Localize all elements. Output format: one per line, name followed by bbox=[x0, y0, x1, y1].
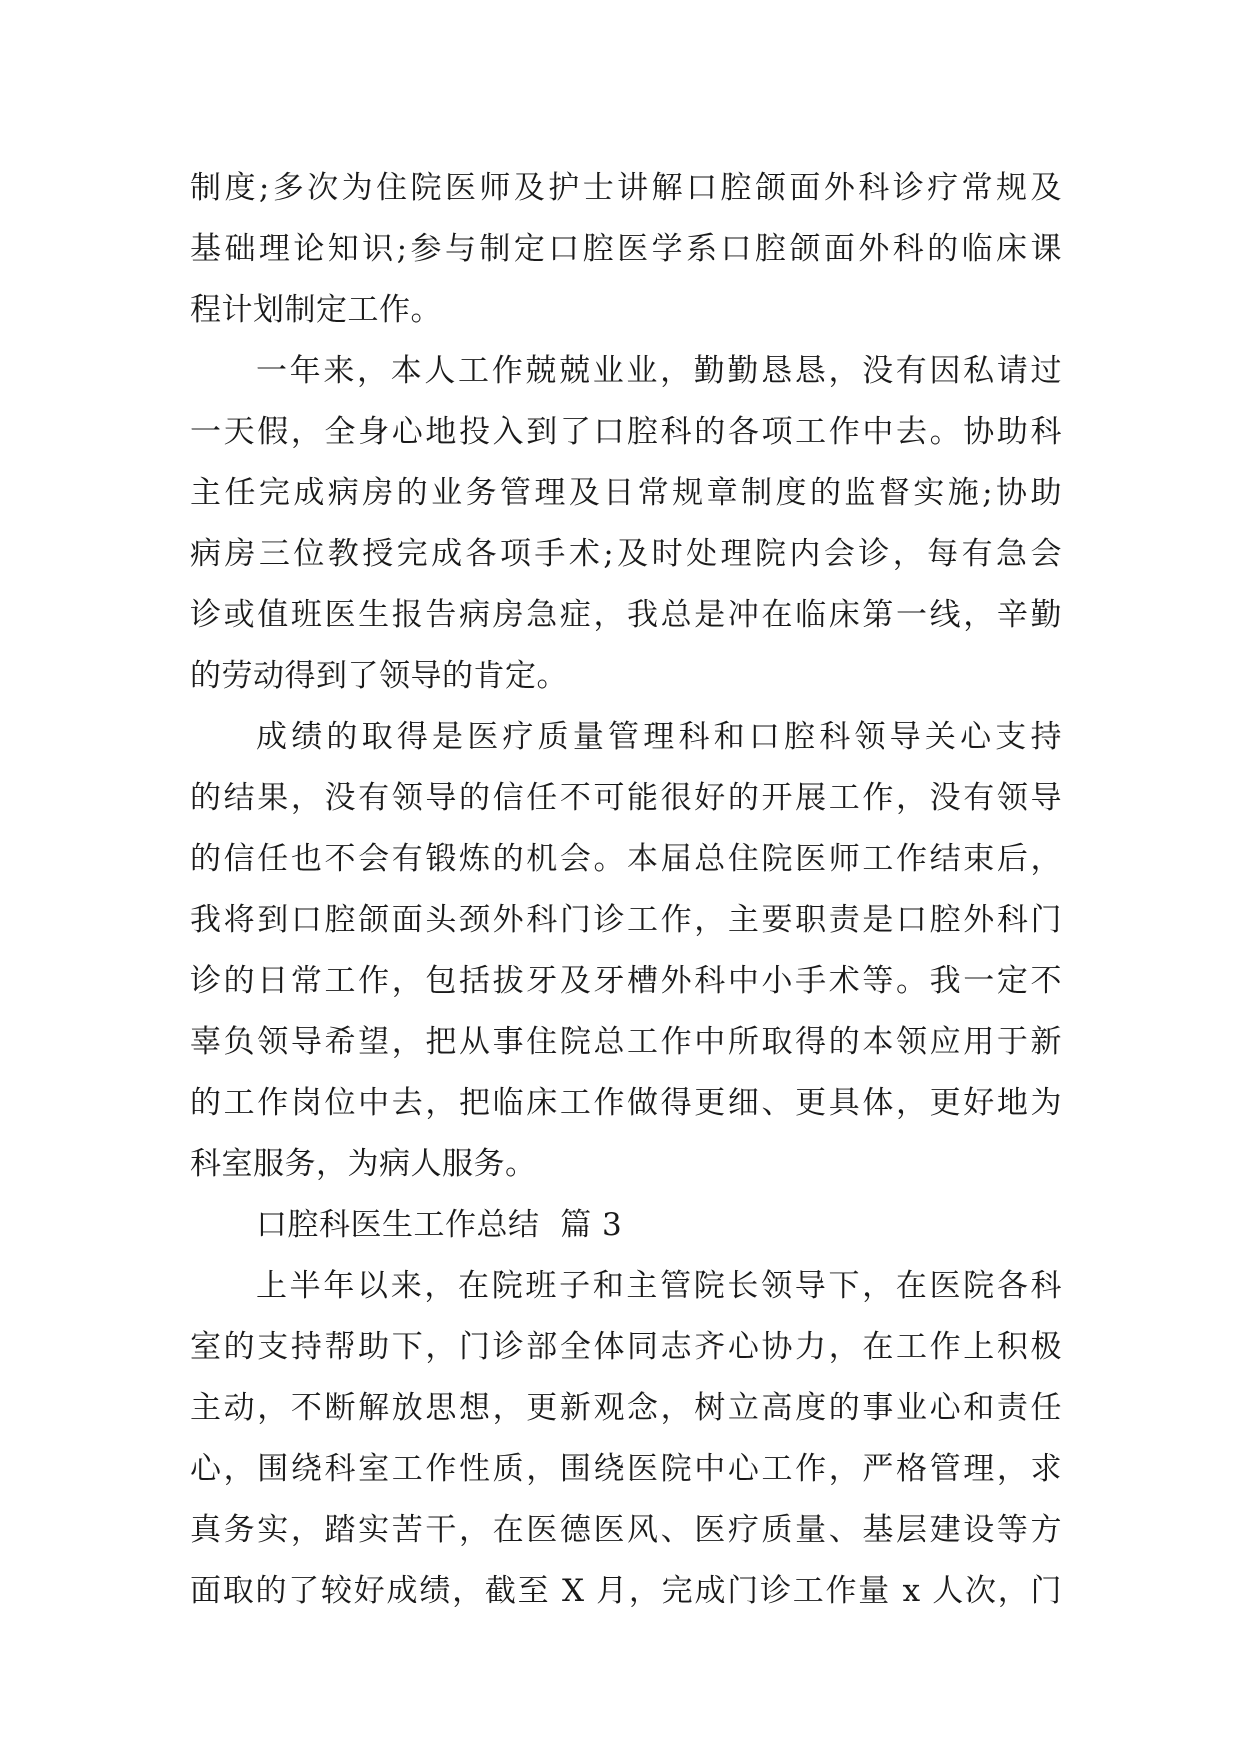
text-line: 面取的了较好成绩，截至 X 月，完成门诊工作量 x 人次，门 bbox=[190, 1573, 1062, 1609]
text-line: 的劳动得到了领导的肯定。 bbox=[190, 658, 568, 694]
text-line: 科室服务，为病人服务。 bbox=[190, 1146, 537, 1182]
paragraph bbox=[190, 158, 1062, 341]
text-line: 上半年以来，在院班子和主管院长领导下，在医院各科 bbox=[256, 1268, 1062, 1304]
text-line: 主任完成病房的业务管理及日常规章制度的监督实施;协助 bbox=[190, 475, 1062, 511]
text-line: 诊或值班医生报告病房急症，我总是冲在临床第一线，辛勤 bbox=[190, 597, 1062, 633]
text-line: 主动，不断解放思想，更新观念，树立高度的事业心和责任 bbox=[190, 1390, 1062, 1426]
text-line: 的结果，没有领导的信任不可能很好的开展工作，没有领导 bbox=[190, 780, 1062, 816]
text-line: 口腔科医生工作总结 篇 3 bbox=[256, 1207, 623, 1243]
paragraph bbox=[190, 1256, 1062, 1622]
paragraph bbox=[190, 341, 1062, 707]
text-line: 一年来，本人工作兢兢业业，勤勤恳恳，没有因私请过 bbox=[256, 353, 1062, 389]
text-line: 真务实，踏实苦干，在医德医风、医疗质量、基层建设等方 bbox=[190, 1512, 1062, 1548]
text-line: 诊的日常工作，包括拔牙及牙槽外科中小手术等。我一定不 bbox=[190, 963, 1062, 999]
document-body bbox=[190, 158, 1062, 1622]
text-line: 成绩的取得是医疗质量管理科和口腔科领导关心支持 bbox=[256, 719, 1062, 755]
paragraph bbox=[190, 707, 1062, 1195]
text-line: 室的支持帮助下，门诊部全体同志齐心协力，在工作上积极 bbox=[190, 1329, 1062, 1365]
text-line: 程计划制定工作。 bbox=[190, 292, 442, 328]
text-line: 的工作岗位中去，把临床工作做得更细、更具体，更好地为 bbox=[190, 1085, 1062, 1121]
text-line: 病房三位教授完成各项手术;及时处理院内会诊，每有急会 bbox=[190, 536, 1062, 572]
text-line: 制度;多次为住院医师及护士讲解口腔颌面外科诊疗常规及 bbox=[190, 170, 1062, 206]
text-line: 基础理论知识;参与制定口腔医学系口腔颌面外科的临床课 bbox=[190, 231, 1062, 267]
text-line: 的信任也不会有锻炼的机会。本届总住院医师工作结束后， bbox=[190, 841, 1062, 877]
section-heading bbox=[190, 1195, 1062, 1256]
text-line: 我将到口腔颌面头颈外科门诊工作，主要职责是口腔外科门 bbox=[190, 902, 1062, 938]
text-line: 辜负领导希望，把从事住院总工作中所取得的本领应用于新 bbox=[190, 1024, 1062, 1060]
text-line: 心，围绕科室工作性质，围绕医院中心工作，严格管理，求 bbox=[190, 1451, 1062, 1487]
text-line: 一天假，全身心地投入到了口腔科的各项工作中去。协助科 bbox=[190, 414, 1062, 450]
